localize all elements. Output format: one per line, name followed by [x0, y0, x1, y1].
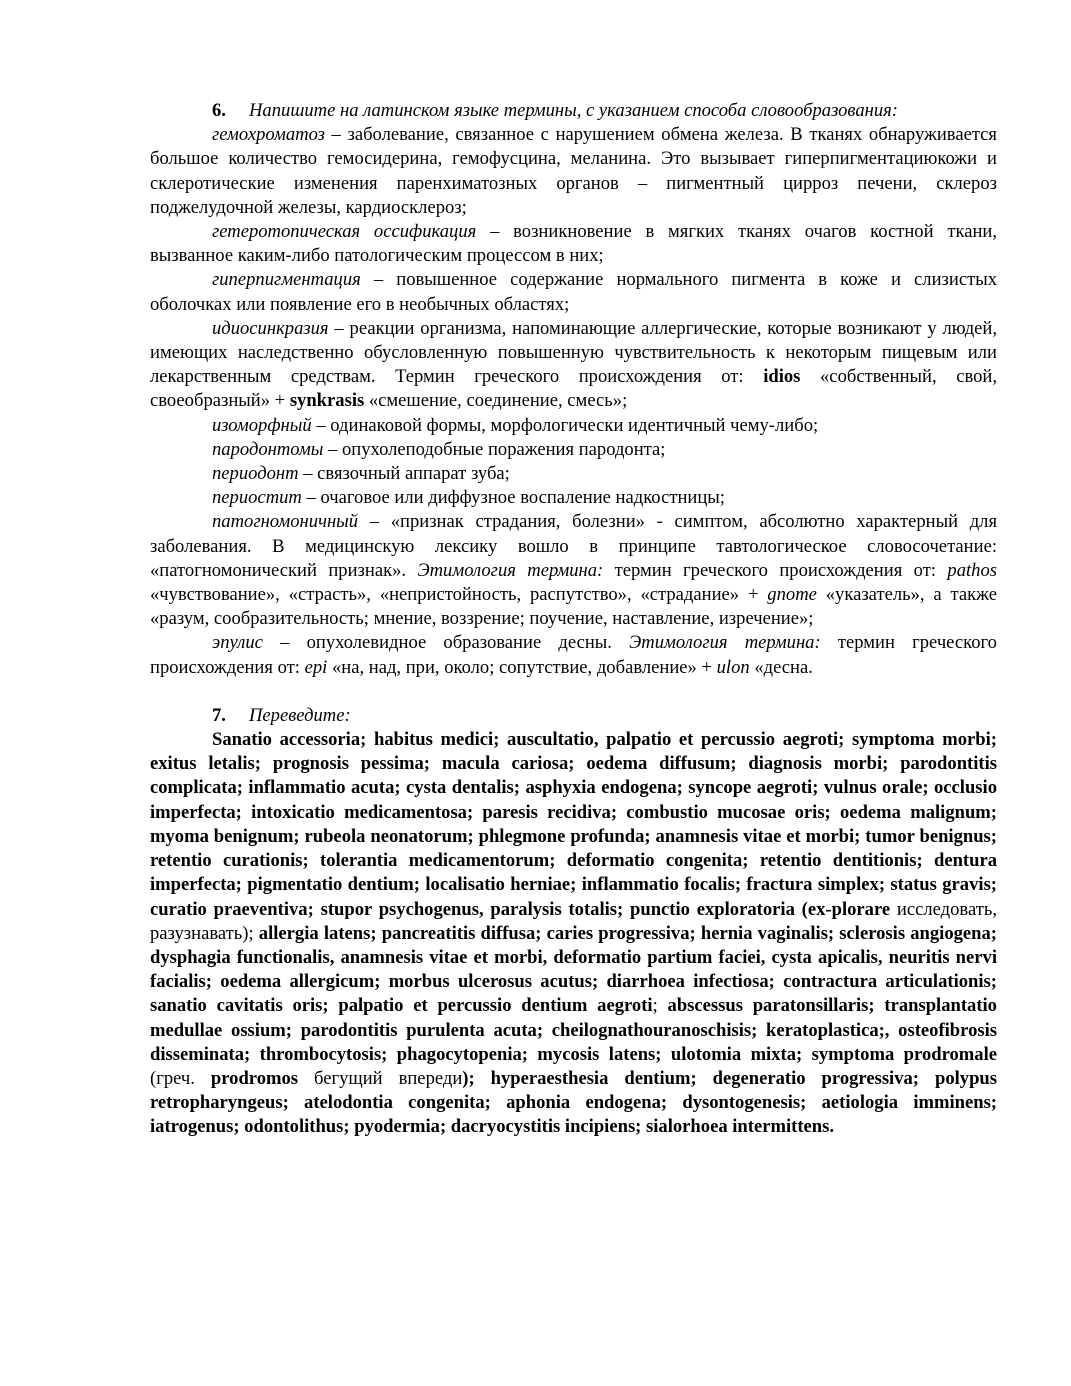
term-paragraph [150, 268, 997, 316]
term-paragraph [150, 438, 997, 462]
greek-word: ulon [716, 656, 750, 678]
term-definition: «признак страдания, болезни» - симптом, абсолютно характерный для заболевания. В медицинскую лексику вошло в принципе тавтологическое словосочетание: «патогномонический признак». [150, 511, 997, 581]
term-paragraph [150, 486, 997, 510]
term-separator: – [324, 124, 348, 146]
term-definition-cont: «чувствование», «страсть», «непристойность, распутство», «страдание» + [150, 584, 768, 606]
term-paragraph [150, 317, 997, 414]
term-definition: очаговое или диффузное воспаление надкостницы; [320, 487, 725, 509]
section-6-heading [150, 99, 997, 123]
separator: ; [652, 995, 668, 1017]
term-definition-cont: «смешение, соединение, смесь»; [364, 390, 628, 412]
term-definition: возникновение в мягких тканях очагов костной ткани, вызванное каким-либо патологическим процессом в них; [150, 221, 997, 267]
greek-word: epi [304, 656, 328, 678]
section-7-title: Переведите: [249, 704, 351, 726]
greek-word: prodromos [210, 1067, 299, 1089]
term-separator: – [358, 511, 391, 533]
latin-text: Sanatio accessoria; habitus medici; auscultatio, palpatio et percussio aegroti; symptoma morbi; exitus letalis; prognosis pessima; macula cariosa; oedema diffusum; diagnosis morbi; parodontitis complicata; inflammatio acuta; cysta dentalis; asphyxia endogena; syncope aegroti; vulnus orale; occlusio imperfecta; intoxicatio medicamentosa; paresis recidiva; combustio mucosae oris; oedema malignum; myoma benignum; rubeola neonatorum; phlegmone profunda; anamnesis vitae et morbi; tumor benignus; retentio curationis; tolerantia medicamentorum; deformatio congenita; retentio dentitionis; dentura imperfecta; pigmentatio dentium; localisatio herniae; inflammatio focalis; fractura simplex; status gravis; curatio praeventiva; stupor psychogenus, paralysis totalis; punctio exploratoria (ex-plorare [150, 729, 997, 920]
term-separator: – [298, 463, 318, 485]
latin-text: ); hyperaesthesia dentium; degeneratio progressiva; polypus retropharyngeus; atelodontia congenita; aphonia endogena; dysontogenesis; aetiologia imminens; iatrogenus; odontolithus; pyodermia; dacryocystitis incipiens; sialorhoea intermittens. [150, 1067, 997, 1138]
term-definition-cont: «на, над, при, около; сопутствие, добавление» + [327, 656, 717, 678]
term-separator: – [328, 317, 350, 339]
section-6-number: 6. [212, 100, 226, 121]
russian-gloss: исследовать, разузнавать); [150, 898, 997, 944]
latin-phrases [150, 728, 997, 1139]
term-definition: повышенное содержание нормального пигмента в коже и слизистых оболочках или появление его в необычных областях; [150, 269, 997, 315]
etymology-label: Этимология термина: [417, 559, 604, 581]
term-separator: – [262, 632, 307, 654]
section-spacer [150, 680, 997, 704]
section-7-number: 7. [212, 704, 226, 726]
term-name: периостит [212, 487, 302, 509]
term-definition: опухолеподобные поражения пародонта; [341, 438, 666, 460]
document-page [150, 99, 997, 1140]
section-7-heading [150, 704, 997, 728]
term-definition: опухолевидное образование десны. [306, 632, 630, 654]
term-definition: связочный аппарат зуба; [317, 463, 510, 485]
term-paragraph [150, 123, 997, 220]
term-definition-cont: «указатель», а также «разум, сообразительность; мнение, воззрение; поучение, наставление, изречение»; [150, 584, 997, 630]
term-paragraph [150, 462, 997, 486]
latin-text: allergia latens; pancreatitis diffusa; caries progressiva; hernia vaginalis; sclerosis angiogena; dysphagia functionalis, anamnesis vitae et morbi, deformatio partium faciei, cysta apicalis, neuritis nervi facialis; oedema allergicum; morbus ulcerosus acutus; diarrhoea infectiosa; contractura articulationis; sanatio cavitatis oris; palpatio et percussio dentium aegroti [150, 922, 997, 1017]
term-paragraph [150, 510, 997, 631]
term-definition: реакции организма, напоминающие аллергические, которые возникают у людей, имеющих наследственно обусловленную повышенную чувствительность к некоторым пищевым или лекарственным средствам. Термин греческого происхождения от: [150, 317, 998, 388]
term-definition: одинаковой формы, морфологически идентичный чему-либо; [330, 414, 819, 436]
term-separator: – [301, 487, 321, 509]
etymology-label: Этимология термина: [629, 632, 821, 654]
section-6-title: Напишите на латинском языке термины, с указанием способа словообразования: [249, 100, 898, 121]
greek-word: synkrasis [289, 390, 365, 412]
greek-word: idios [763, 366, 801, 388]
term-definition: заболевание, связанное с нарушением обмена железа. В тканях обнаруживается большое количество гемосидерина, гемофусцина, меланина. Это вызывает гиперпигментациюкожи и склеротические изменения паренхиматозных органов – пигментный цирроз печени, склероз поджелудочной железы, кардиосклероз; [150, 124, 997, 218]
russian-gloss: (греч. [150, 1067, 211, 1089]
term-definition-cont: термин греческого происхождения от: [150, 632, 997, 678]
term-separator: – [311, 414, 331, 436]
term-name: идиосинкразия [212, 317, 329, 339]
term-paragraph [150, 631, 997, 679]
term-definition-cont: термин греческого происхождения от: [603, 559, 948, 581]
greek-word: gnome [767, 584, 817, 606]
term-name: изоморфный [212, 414, 312, 436]
term-paragraph [150, 220, 997, 268]
term-name: патогномоничный [212, 511, 359, 533]
term-separator: – [323, 438, 342, 460]
latin-text: abscessus paratonsillaris; transplantatio medullae ossium; parodontitis purulenta acuta; cheilognathouranoschisis; keratoplastica;, osteofibrosis disseminata; thrombocytosis; phagocytopenia; mycosis latens; ulotomia mixta; symptoma prodromale [150, 995, 997, 1065]
term-definition-cont: «собственный, свой, своеобразный» + [150, 366, 998, 412]
term-name: пародонтомы [212, 438, 324, 460]
term-separator: – [360, 269, 397, 291]
term-paragraph [150, 414, 997, 438]
term-name: гемохроматоз [212, 124, 325, 146]
term-definition-cont: «десна. [749, 656, 813, 678]
term-name: гиперпигментация [212, 269, 361, 291]
term-name: эпулис [212, 632, 263, 654]
russian-gloss: бегущий впереди [298, 1067, 463, 1089]
term-separator: – [476, 221, 514, 243]
term-name: периодонт [212, 463, 299, 485]
greek-word: pathos [947, 559, 997, 581]
term-name: гетеротопическая оссификация [212, 221, 477, 243]
